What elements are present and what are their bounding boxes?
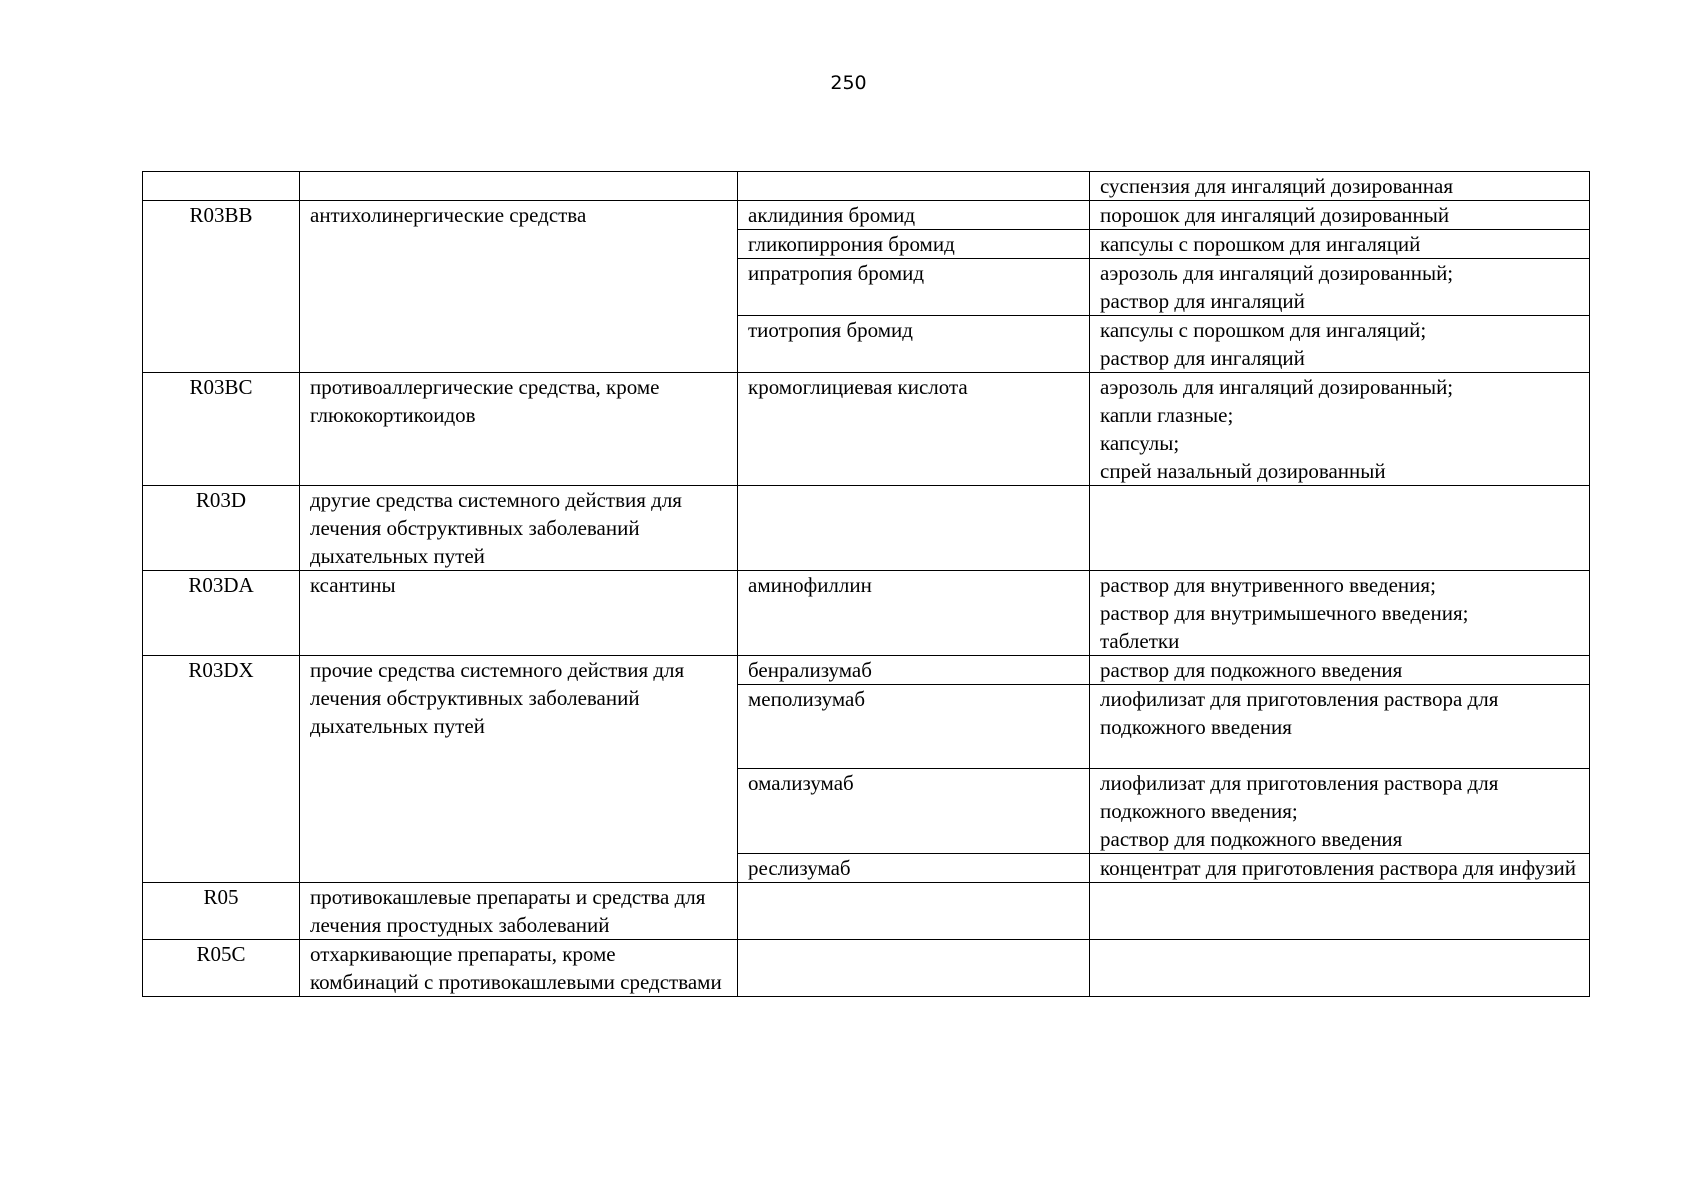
group-cell: антихолинергические средства xyxy=(300,201,738,373)
group-cell: прочие средства системного действия для лечения обструктивных заболеваний дыхательных путей xyxy=(300,656,738,883)
page-number: 250 xyxy=(830,72,867,94)
form-cell xyxy=(1090,656,1590,685)
dosage-form: концентрат для приготовления раствора для инфузий xyxy=(1100,856,1576,880)
drug-cell xyxy=(738,172,1090,201)
drug-cell: бенрализумаб xyxy=(738,656,1090,685)
drug-cell: кромоглициевая кислота xyxy=(738,373,1090,486)
form-cell xyxy=(1090,854,1590,883)
dosage-form: таблетки xyxy=(1100,629,1180,653)
code-cell: R03DA xyxy=(143,571,300,656)
code-cell: R05C xyxy=(143,940,300,997)
drug-cell: гликопиррония бромид xyxy=(738,230,1090,259)
group-cell xyxy=(300,172,738,201)
dosage-form: капли глазные; xyxy=(1100,403,1234,427)
dosage-form: лиофилизат для приготовления раствора для подкожного введения xyxy=(1100,687,1499,739)
form-cell xyxy=(1090,172,1590,201)
form-cell xyxy=(1090,769,1590,854)
dosage-form: порошок для ингаляций дозированный xyxy=(1100,203,1450,227)
dosage-form: капсулы с порошком для ингаляций; xyxy=(1100,318,1427,342)
dosage-form: капсулы с порошком для ингаляций xyxy=(1100,232,1421,256)
drug-cell: тиотропия бромид xyxy=(738,316,1090,373)
dosage-form: раствор для подкожного введения xyxy=(1100,658,1403,682)
group-cell: противокашлевые препараты и средства для лечения простудных заболеваний xyxy=(300,883,738,940)
dosage-form: раствор для внутримышечного введения; xyxy=(1100,601,1469,625)
form-cell xyxy=(1090,571,1590,656)
form-cell xyxy=(1090,883,1590,940)
drug-cell: ипратропия бромид xyxy=(738,259,1090,316)
code-cell: R03BC xyxy=(143,373,300,486)
code-cell: R03DX xyxy=(143,656,300,883)
group-cell: другие средства системного действия для лечения обструктивных заболеваний дыхательных путей xyxy=(300,486,738,571)
dosage-form: суспензия для ингаляций дозированная xyxy=(1100,174,1454,198)
code-cell: R03D xyxy=(143,486,300,571)
code-cell xyxy=(143,172,300,201)
group-cell: отхаркивающие препараты, кроме комбинаций с противокашлевыми средствами xyxy=(300,940,738,997)
drug-cell: омализумаб xyxy=(738,769,1090,854)
drug-cell: аминофиллин xyxy=(738,571,1090,656)
drug-cell: меполизумаб xyxy=(738,685,1090,769)
form-cell xyxy=(1090,201,1590,230)
form-cell xyxy=(1090,685,1590,769)
form-cell xyxy=(1090,230,1590,259)
table-row xyxy=(143,940,1590,997)
drug-cell xyxy=(738,883,1090,940)
form-cell xyxy=(1090,486,1590,571)
dosage-form: лиофилизат для приготовления раствора для подкожного введения; xyxy=(1100,771,1499,823)
table-row xyxy=(143,656,1590,685)
group-cell: ксантины xyxy=(300,571,738,656)
table-row xyxy=(143,373,1590,486)
dosage-form: раствор для внутривенного введения; xyxy=(1100,573,1436,597)
code-cell: R03BB xyxy=(143,201,300,373)
table-row xyxy=(143,172,1590,201)
dosage-form: капсулы; xyxy=(1100,431,1180,455)
dosage-form: раствор для подкожного введения xyxy=(1100,827,1403,851)
dosage-form: раствор для ингаляций xyxy=(1100,346,1305,370)
form-cell xyxy=(1090,316,1590,373)
code-cell: R05 xyxy=(143,883,300,940)
form-cell xyxy=(1090,259,1590,316)
drug-cell xyxy=(738,940,1090,997)
group-cell: противоаллергические средства, кроме глюкокортикоидов xyxy=(300,373,738,486)
drug-cell xyxy=(738,486,1090,571)
table-row xyxy=(143,883,1590,940)
dosage-form: аэрозоль для ингаляций дозированный; xyxy=(1100,261,1454,285)
table-row xyxy=(143,201,1590,230)
form-cell xyxy=(1090,373,1590,486)
form-cell xyxy=(1090,940,1590,997)
dosage-form: аэрозоль для ингаляций дозированный; xyxy=(1100,375,1454,399)
drug-cell: реслизумаб xyxy=(738,854,1090,883)
drug-table xyxy=(142,171,1590,997)
table-row xyxy=(143,486,1590,571)
drug-cell: аклидиния бромид xyxy=(738,201,1090,230)
dosage-form: спрей назальный дозированный xyxy=(1100,459,1386,483)
dosage-form: раствор для ингаляций xyxy=(1100,289,1305,313)
table-row xyxy=(143,571,1590,656)
